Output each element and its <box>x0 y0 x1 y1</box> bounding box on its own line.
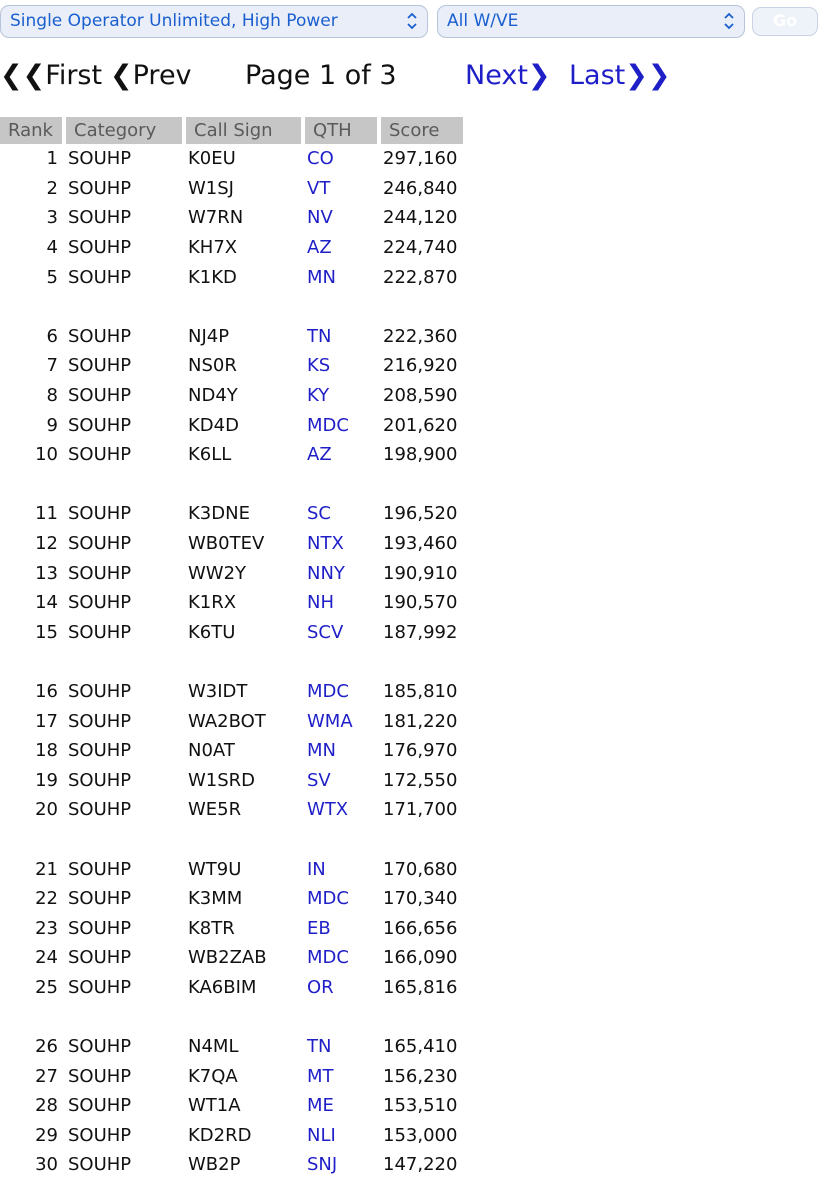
region-select-value: All W/VE <box>447 11 519 31</box>
qth-link[interactable]: IN <box>307 858 326 880</box>
category-cell: SOUHP <box>68 858 132 880</box>
qth-link[interactable]: EB <box>307 917 331 939</box>
category-cell: SOUHP <box>68 1124 132 1146</box>
rank-cell: 29 <box>35 1124 58 1146</box>
category-cell: SOUHP <box>68 355 132 377</box>
call-sign-cell: ND4Y <box>188 385 238 407</box>
score-cell: 187,992 <box>383 621 458 643</box>
column-header-category: Category <box>66 117 182 144</box>
score-cell: 198,900 <box>383 444 458 466</box>
results-table <box>0 117 467 1180</box>
table-row <box>0 1032 463 1062</box>
qth-link[interactable]: MT <box>307 1065 334 1087</box>
call-sign-cell: WB0TEV <box>188 533 265 555</box>
score-cell: 171,700 <box>383 799 458 821</box>
table-row <box>0 973 463 1003</box>
column-header-qth: QTH <box>305 117 377 144</box>
column-header-score: Score <box>381 117 463 144</box>
call-sign-cell: W3IDT <box>188 680 248 702</box>
table-row <box>0 203 463 233</box>
qth-link[interactable]: MDC <box>307 888 349 910</box>
rank-cell: 13 <box>35 562 58 584</box>
page-status: Page 1 of 3 <box>245 60 397 91</box>
qth-link[interactable]: MN <box>307 740 336 762</box>
spacer-cell <box>0 470 463 500</box>
call-sign-cell: K1KD <box>188 266 237 288</box>
qth-link[interactable]: KS <box>307 355 331 377</box>
rank-cell: 11 <box>35 503 58 525</box>
rank-cell: 19 <box>35 769 58 791</box>
call-sign-cell: WW2Y <box>188 562 247 584</box>
call-sign-cell: N0AT <box>188 740 235 762</box>
score-cell: 156,230 <box>383 1065 458 1087</box>
go-button[interactable]: Go <box>752 7 818 36</box>
score-cell: 165,816 <box>383 976 458 998</box>
table-row <box>0 588 463 618</box>
qth-link[interactable]: ME <box>307 1095 334 1117</box>
rank-cell: 9 <box>46 414 58 436</box>
call-sign-cell: K3DNE <box>188 503 250 525</box>
table-row <box>0 884 463 914</box>
category-cell: SOUHP <box>68 710 132 732</box>
qth-link[interactable]: WMA <box>307 710 353 732</box>
table-row <box>0 410 463 440</box>
call-sign-cell: WT1A <box>188 1095 241 1117</box>
select-chevron-icon <box>406 6 418 36</box>
category-cell: SOUHP <box>68 1036 132 1058</box>
call-sign-cell: K6TU <box>188 621 236 643</box>
score-cell: 170,340 <box>383 888 458 910</box>
table-row <box>0 1121 463 1151</box>
score-cell: 297,160 <box>383 148 458 170</box>
category-cell: SOUHP <box>68 444 132 466</box>
group-spacer <box>0 292 463 322</box>
score-cell: 224,740 <box>383 237 458 259</box>
qth-link[interactable]: NTX <box>307 533 344 555</box>
qth-link[interactable]: KY <box>307 385 330 407</box>
call-sign-cell: W1SJ <box>188 177 234 199</box>
category-cell: SOUHP <box>68 592 132 614</box>
table-row <box>0 706 463 736</box>
qth-link[interactable]: SNJ <box>307 1154 338 1176</box>
score-cell: 193,460 <box>383 533 458 555</box>
rank-cell: 7 <box>46 355 58 377</box>
call-sign-cell: K6LL <box>188 444 232 466</box>
rank-cell: 30 <box>35 1154 58 1176</box>
score-cell: 153,000 <box>383 1124 458 1146</box>
score-cell: 147,220 <box>383 1154 458 1176</box>
category-cell: SOUHP <box>68 266 132 288</box>
qth-link[interactable]: MDC <box>307 414 349 436</box>
qth-link[interactable]: SC <box>307 503 331 525</box>
table-row <box>0 765 463 795</box>
qth-link[interactable]: NH <box>307 592 334 614</box>
call-sign-cell: WA2BOT <box>188 710 266 732</box>
category-cell: SOUHP <box>68 976 132 998</box>
chevron-right-icon: ❯ <box>527 60 551 91</box>
score-cell: 222,870 <box>383 266 458 288</box>
rank-cell: 10 <box>35 444 58 466</box>
rank-cell: 1 <box>46 148 58 170</box>
call-sign-cell: WE5R <box>188 799 242 821</box>
call-sign-cell: KD2RD <box>188 1124 252 1146</box>
rank-cell: 20 <box>35 799 58 821</box>
rank-cell: 28 <box>35 1095 58 1117</box>
call-sign-cell: W1SRD <box>188 769 256 791</box>
score-cell: 244,120 <box>383 207 458 229</box>
table-row <box>0 499 463 529</box>
rank-cell: 12 <box>35 533 58 555</box>
table-row <box>0 144 463 174</box>
category-cell: SOUHP <box>68 888 132 910</box>
spacer-cell <box>0 292 463 322</box>
score-cell: 216,920 <box>383 355 458 377</box>
table-row <box>0 440 463 470</box>
qth-link[interactable]: WTX <box>307 799 349 821</box>
score-cell: 246,840 <box>383 177 458 199</box>
table-row <box>0 1150 463 1180</box>
call-sign-cell: NS0R <box>188 355 237 377</box>
rank-cell: 4 <box>46 237 58 259</box>
spacer-cell <box>0 825 463 855</box>
score-cell: 190,910 <box>383 562 458 584</box>
call-sign-cell: K0EU <box>188 148 236 170</box>
table-row <box>0 529 463 559</box>
category-cell: SOUHP <box>68 799 132 821</box>
group-spacer <box>0 647 463 677</box>
category-cell: SOUHP <box>68 1154 132 1176</box>
rank-cell: 22 <box>35 888 58 910</box>
score-cell: 176,970 <box>383 740 458 762</box>
rank-cell: 16 <box>35 680 58 702</box>
call-sign-cell: K7QA <box>188 1065 238 1087</box>
call-sign-cell: WT9U <box>188 858 242 880</box>
category-cell: SOUHP <box>68 917 132 939</box>
rank-cell: 3 <box>46 207 58 229</box>
table-row <box>0 174 463 204</box>
category-cell: SOUHP <box>68 1065 132 1087</box>
category-select[interactable] <box>0 5 428 38</box>
group-spacer <box>0 1002 463 1032</box>
category-cell: SOUHP <box>68 769 132 791</box>
score-cell: 165,410 <box>383 1036 458 1058</box>
call-sign-cell: WB2ZAB <box>188 947 267 969</box>
call-sign-cell: K3MM <box>188 888 243 910</box>
qth-link[interactable]: MDC <box>307 680 349 702</box>
table-row <box>0 1061 463 1091</box>
qth-link[interactable]: OR <box>307 976 334 998</box>
pagination <box>0 60 825 100</box>
chevron-left-icon: ❮ <box>110 60 133 91</box>
category-cell: SOUHP <box>68 237 132 259</box>
table-row <box>0 351 463 381</box>
table-row <box>0 677 463 707</box>
qth-link[interactable]: AZ <box>307 237 332 259</box>
qth-link[interactable]: NV <box>307 207 333 229</box>
qth-link[interactable]: MN <box>307 266 336 288</box>
call-sign-cell: K8TR <box>188 917 235 939</box>
score-cell: 170,680 <box>383 858 458 880</box>
qth-link[interactable]: SV <box>307 769 331 791</box>
group-spacer <box>0 825 463 855</box>
results-body <box>0 144 463 1180</box>
table-row <box>0 1091 463 1121</box>
category-cell: SOUHP <box>68 177 132 199</box>
table-row <box>0 322 463 352</box>
category-cell: SOUHP <box>68 414 132 436</box>
category-cell: SOUHP <box>68 533 132 555</box>
call-sign-cell: KH7X <box>188 237 238 259</box>
category-cell: SOUHP <box>68 325 132 347</box>
score-cell: 222,360 <box>383 325 458 347</box>
call-sign-cell: NJ4P <box>188 325 230 347</box>
table-row <box>0 381 463 411</box>
call-sign-cell: WB2P <box>188 1154 241 1176</box>
rank-cell: 27 <box>35 1065 58 1087</box>
score-cell: 181,220 <box>383 710 458 732</box>
prev-page-link[interactable]: ❮Prev <box>110 60 192 91</box>
category-cell: SOUHP <box>68 947 132 969</box>
score-cell: 196,520 <box>383 503 458 525</box>
score-cell: 153,510 <box>383 1095 458 1117</box>
score-cell: 172,550 <box>383 769 458 791</box>
qth-link[interactable]: VT <box>307 177 331 199</box>
table-row <box>0 233 463 263</box>
category-cell: SOUHP <box>68 385 132 407</box>
rank-cell: 17 <box>35 710 58 732</box>
qth-link[interactable]: TN <box>307 325 332 347</box>
rank-cell: 2 <box>46 177 58 199</box>
qth-link[interactable]: CO <box>307 148 334 170</box>
table-row <box>0 736 463 766</box>
qth-link[interactable]: NNY <box>307 562 345 584</box>
category-cell: SOUHP <box>68 680 132 702</box>
score-cell: 201,620 <box>383 414 458 436</box>
rank-cell: 6 <box>46 325 58 347</box>
category-select-value: Single Operator Unlimited, High Power <box>10 11 338 31</box>
score-cell: 208,590 <box>383 385 458 407</box>
score-cell: 166,090 <box>383 947 458 969</box>
rank-cell: 25 <box>35 976 58 998</box>
score-cell: 166,656 <box>383 917 458 939</box>
call-sign-cell: KD4D <box>188 414 239 436</box>
rank-cell: 26 <box>35 1036 58 1058</box>
category-cell: SOUHP <box>68 503 132 525</box>
category-cell: SOUHP <box>68 207 132 229</box>
table-row <box>0 943 463 973</box>
category-cell: SOUHP <box>68 562 132 584</box>
call-sign-cell: K1RX <box>188 592 237 614</box>
rank-cell: 23 <box>35 917 58 939</box>
rank-cell: 14 <box>35 592 58 614</box>
category-cell: SOUHP <box>68 740 132 762</box>
region-select[interactable] <box>437 5 745 38</box>
category-cell: SOUHP <box>68 148 132 170</box>
call-sign-cell: W7RN <box>188 207 244 229</box>
rank-cell: 21 <box>35 858 58 880</box>
rank-cell: 8 <box>46 385 58 407</box>
table-row <box>0 854 463 884</box>
category-cell: SOUHP <box>68 1095 132 1117</box>
score-cell: 185,810 <box>383 680 458 702</box>
next-page-link[interactable]: Next❯ <box>465 60 551 91</box>
qth-link[interactable]: TN <box>307 1036 332 1058</box>
table-row <box>0 618 463 648</box>
group-spacer <box>0 470 463 500</box>
select-chevron-icon <box>723 6 735 36</box>
spacer-cell <box>0 647 463 677</box>
double-chevron-right-icon: ❯❯ <box>625 60 671 91</box>
first-page-link[interactable]: ❮❮First <box>0 60 103 91</box>
call-sign-cell: KA6BIM <box>188 976 257 998</box>
qth-link[interactable]: MDC <box>307 947 349 969</box>
qth-link[interactable]: AZ <box>307 444 332 466</box>
table-header-row <box>0 117 463 144</box>
call-sign-cell: N4ML <box>188 1036 239 1058</box>
table-row <box>0 262 463 292</box>
double-chevron-left-icon: ❮❮ <box>0 60 46 91</box>
rank-cell: 18 <box>35 740 58 762</box>
rank-cell: 5 <box>46 266 58 288</box>
table-row <box>0 913 463 943</box>
score-cell: 190,570 <box>383 592 458 614</box>
column-header-rank: Rank <box>0 117 62 144</box>
last-page-link[interactable]: Last❯❯ <box>569 60 671 91</box>
table-row <box>0 795 463 825</box>
category-cell: SOUHP <box>68 621 132 643</box>
qth-link[interactable]: SCV <box>307 621 344 643</box>
rank-cell: 15 <box>35 621 58 643</box>
column-header-call-sign: Call Sign <box>186 117 301 144</box>
qth-link[interactable]: NLI <box>307 1124 336 1146</box>
table-row <box>0 558 463 588</box>
spacer-cell <box>0 1002 463 1032</box>
rank-cell: 24 <box>35 947 58 969</box>
